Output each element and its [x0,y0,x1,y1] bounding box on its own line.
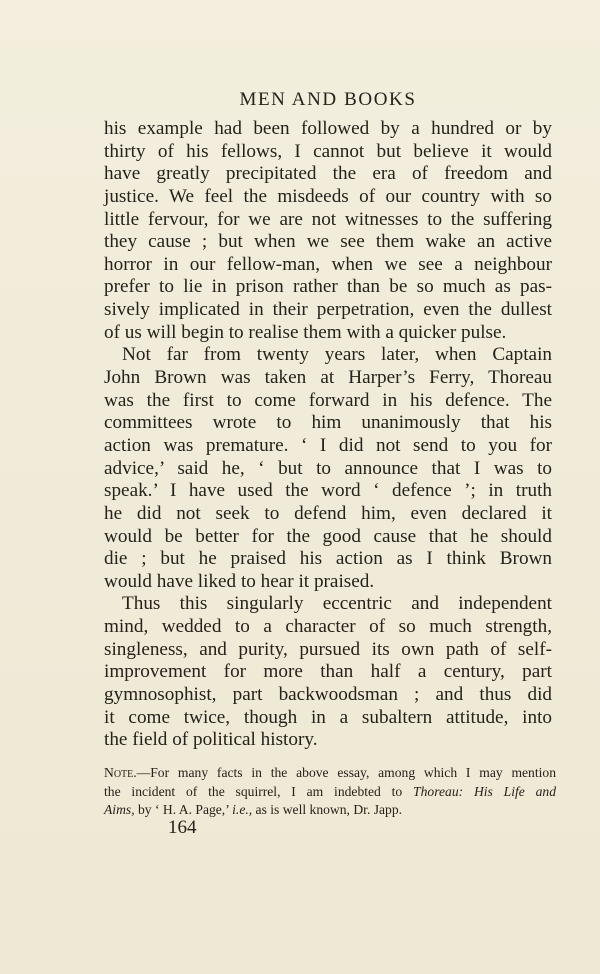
text-line: they cause ; but when we see them wake an active [104,231,552,253]
footnote-text: as is well known, Dr. Japp. [252,802,403,817]
footnote-abbrev: i.e., [232,802,253,817]
text-line: mind, wedded to a character of so much strength, [104,616,552,638]
footnote-label: Note. [104,765,137,780]
text-line: speak.’ I have used the word ‘ defence ’; in truth [104,480,552,502]
footnote-text: —For many facts in the above essay, among which I may mention [136,765,556,780]
footnote-book-title: Thoreau: His Life and [413,783,556,799]
running-head: MEN AND BOOKS [239,89,417,110]
footnote-text: by ‘ H. A. Page,’ [134,802,233,817]
paragraph [104,593,552,751]
page-number: 164 [168,817,197,838]
text-line: advice,’ said he, ‘ but to announce that I was to [104,457,552,479]
text-line: sively implicated in their perpetration, even the dullest [104,299,552,321]
text-line: justice. We feel the misdeeds of our country with so [104,185,552,207]
text-line: was the first to come forward in his defence. The [104,389,552,411]
text-line: his example had been followed by a hundred or by [104,118,552,139]
text-line: would be better for the good cause that he should [104,525,552,547]
text-line: little fervour, for we are not witnesses to the suffering [104,208,552,230]
body-text [104,118,552,752]
text-line: John Brown was taken at Harper’s Ferry, Thoreau [104,367,552,389]
text-line: the field of political history. [104,729,318,751]
paragraph [104,344,552,593]
text-line: Not far from twenty years later, when Captain [122,344,552,366]
text-line: gymnosophist, part backwoodsman ; and thus did [104,684,552,706]
footnote-book-title: Aims, [104,802,135,817]
text-line: it come twice, though in a subaltern attitude, into [104,706,552,728]
text-line: action was premature. ‘ I did not send to you for [104,434,552,456]
text-line: have greatly precipitated the era of freedom and [104,163,552,185]
text-line: Thus this singularly eccentric and independent [122,593,552,615]
text-line: singleness, and purity, pursued its own path of self- [104,638,552,660]
text-line: he did not seek to defend him, even declared it [104,502,552,524]
footnote-text: the incident of the squirrel, I am indebted to [104,783,403,799]
text-line: of us will begin to realise them with a quicker pulse. [104,321,507,343]
text-line: thirty of his fellows, I cannot but believe it would [104,140,552,162]
text-line: prefer to lie in prison rather than be so much as pas- [104,276,552,298]
text-line: committees wrote to him unanimously that his [104,412,552,434]
footnote-line [104,764,556,783]
footnote [104,764,556,820]
paragraph [104,118,552,344]
text-line: die ; but he praised his action as I think Brown [104,548,552,570]
footnote-line [104,783,556,802]
text-line: improvement for more than half a century, part [104,661,552,683]
text-line: horror in our fellow-man, when we see a neighbour [104,253,552,275]
text-line: would have liked to hear it praised. [104,570,375,592]
